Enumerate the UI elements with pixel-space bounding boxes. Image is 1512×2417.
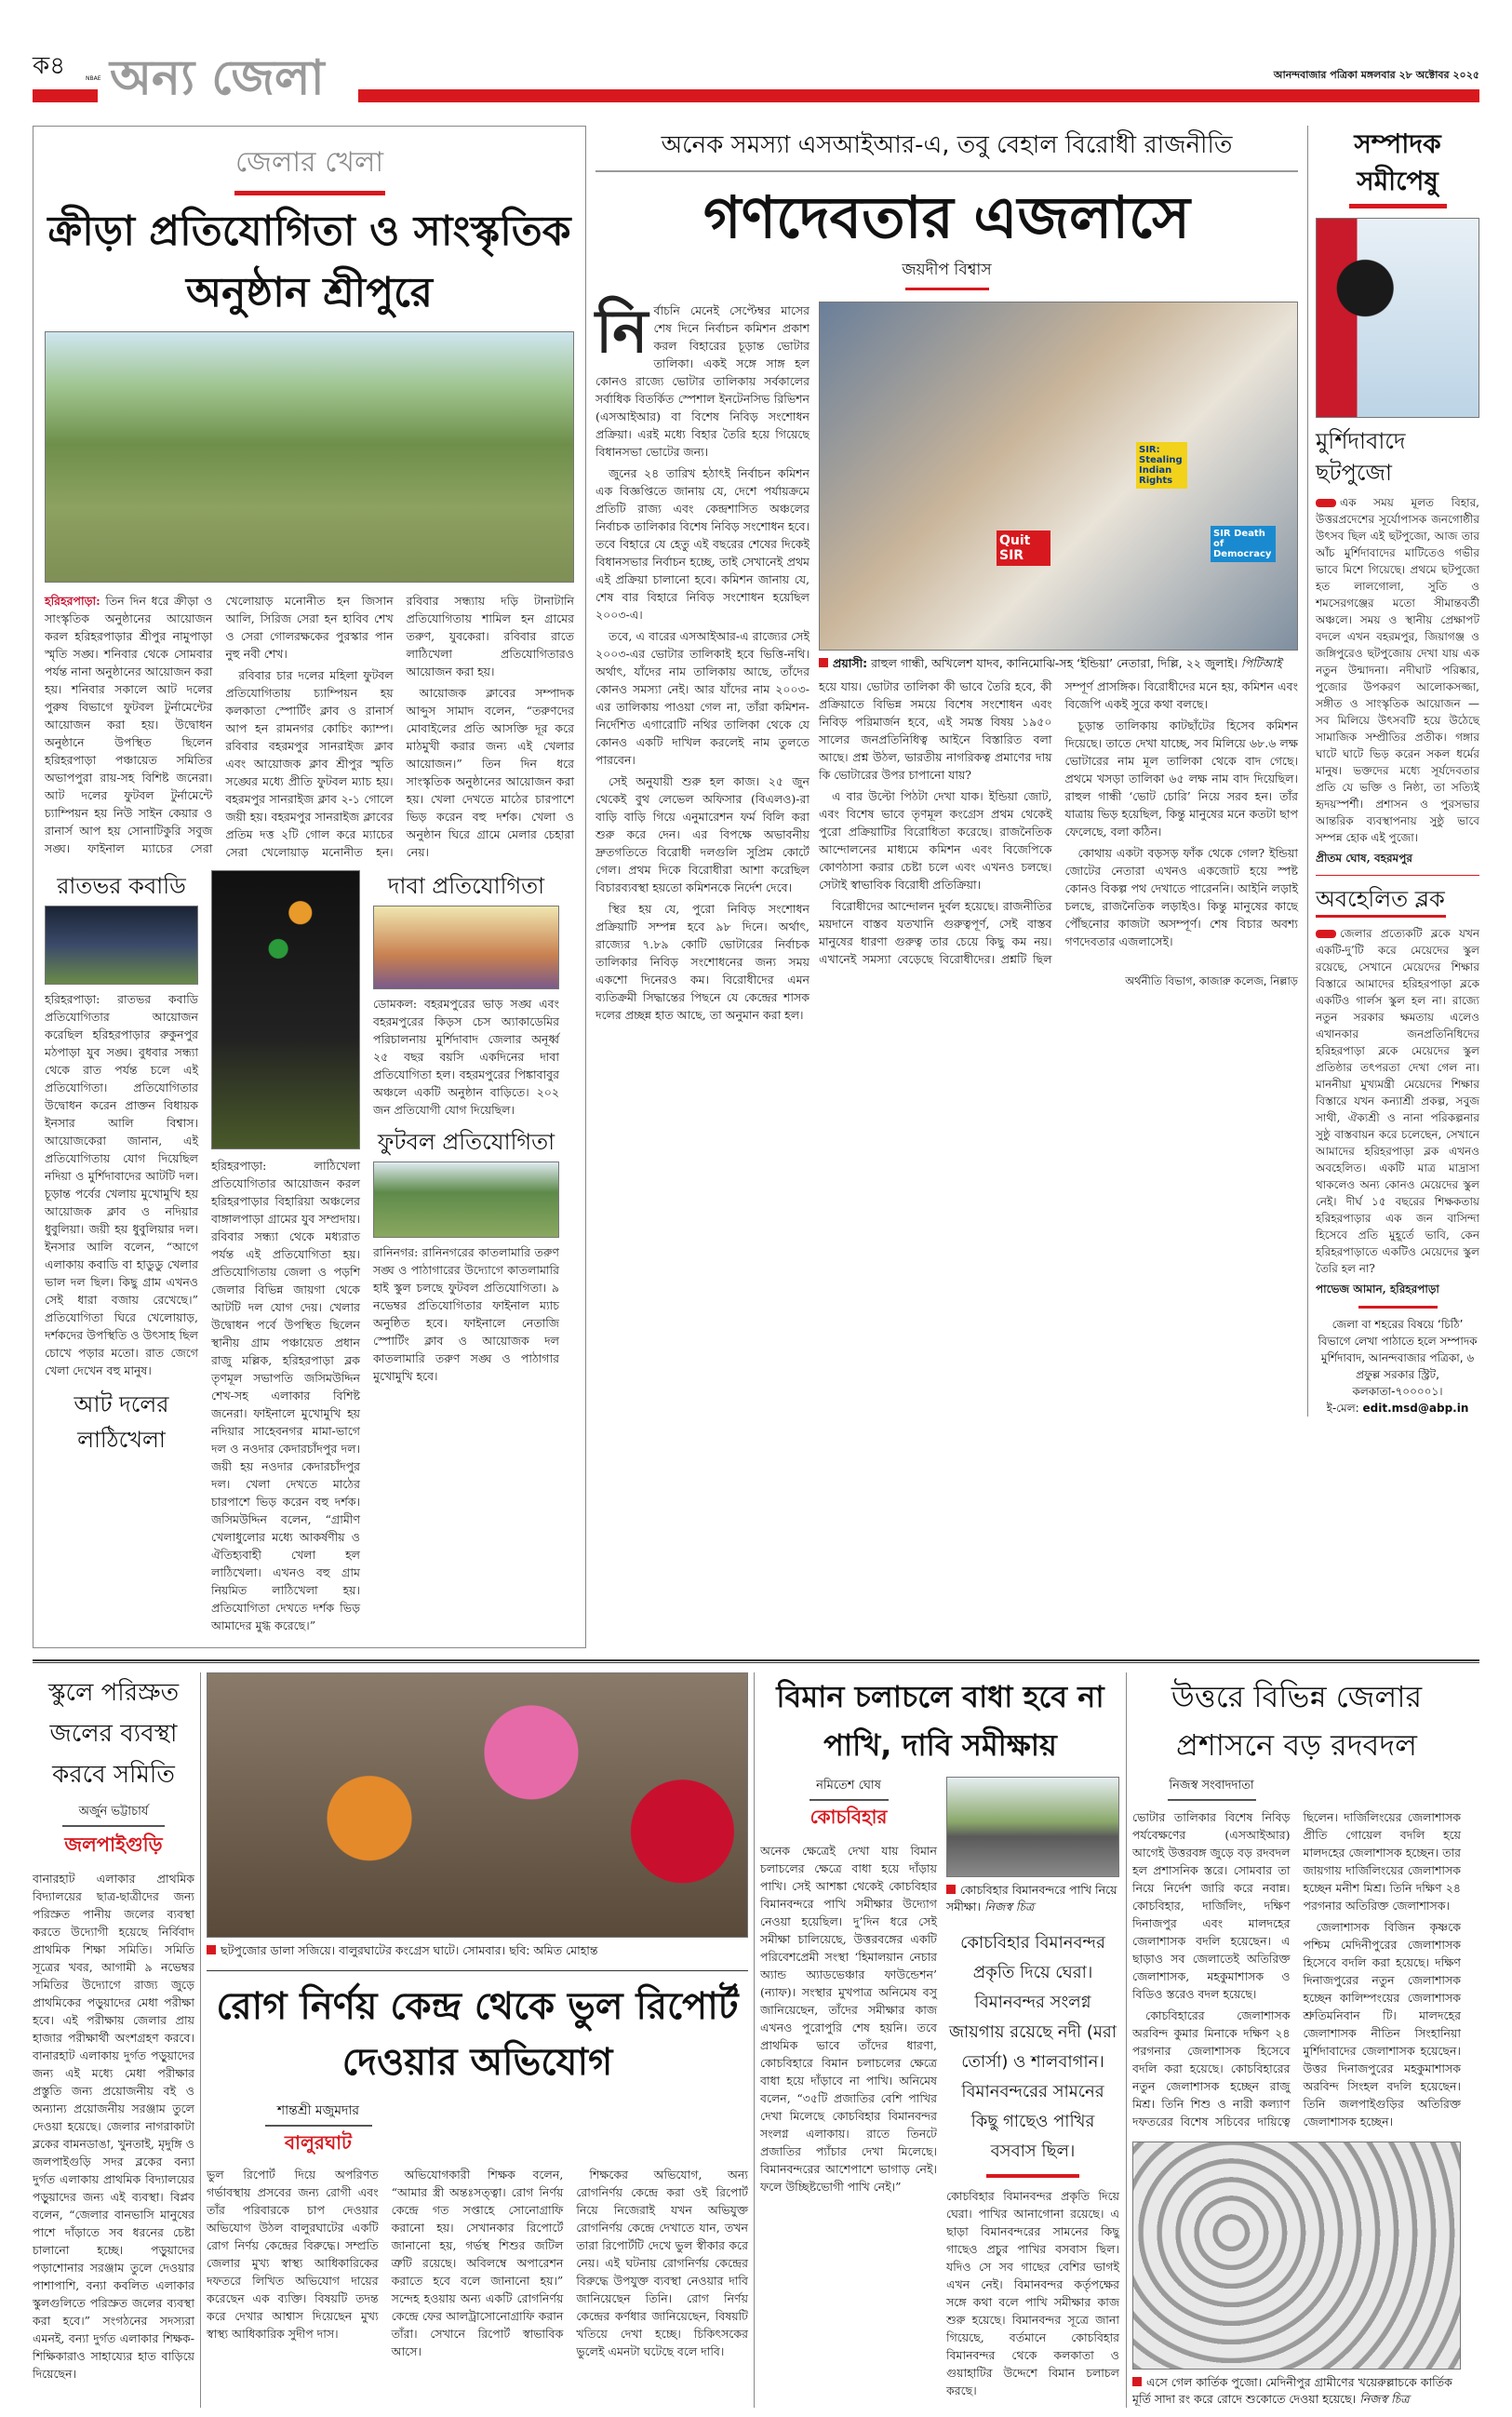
paragraph: অভিযোগকারী শিক্ষক বলেন, “আমার স্ত্রী অন্তঃসত্ত্বা। রোগ নির্ণয় কেন্দ্রে গত সপ্তাহে সোনোগ্রাফি করানো হয়। সেখানকার রিপোর্টে জানানো হয়, গর্ভস্থ শিশুর জটিল ত্রুটি রয়েছে। অবিলম্বে অপারেশন করাতে হবে বলে জানানো হয়।” সন্দেহ হওয়ায় অন্য একটি রোগনির্ণয় কেন্দ্রে ফের আলট্রাসোনোগ্রাফি করান তাঁরা। সেখানে রিপোর্ট স্বাভাবিক আসে।: [391, 2168, 564, 2358]
water-headline: স্কুলে পরিস্রুত জলের ব্যবস্থা করবে সমিতি: [47, 1679, 180, 1789]
water-body: বানারহাট এলাকার প্রাথমিক বিদ্যালয়ের ছাত্র-ছাত্রীদের জন্য পরিস্রুত পানীয় জলের ব্যবস্থা করতে উদ্যোগী হয়েছে নির্বিবাদ প্রাথমিক শিক্ষা সমিতি। সমিতি সূত্রের খবর, আগামী ৯ নভেম্বর সমিতির উদ্যোগে রাজ্য জুড়ে প্রাথমিকের পড়ুয়াদের মেধা পরীক্ষা হবে। এই পরীক্ষায় জেলার প্রায় হাজার পরীক্ষার্থী অংশগ্রহণ করবে। বানারহাট এলাকায় দুর্গত পড়ুয়াদের জন্য এই মধ্যে মেধা পরীক্ষার প্রস্তুতি জন্য প্রয়োজনীয় বই ও অন্যান্য প্রয়োজনীয় সরঞ্জাম তুলে দেওয়া হয়েছে। জেলার নাগরাকাটা ব্লকের বামনডাঙা, খুনতাই, মৃদুঙ্গি ও জলপাইগুড়ি সদর ব্লকের বন্যা দুর্গত এলাকায় প্রাথমিক বিদ্যালয়ের পড়ুয়াদের জন্য এই ব্যবস্থা। বিপ্লব বলেন, “জেলার বানভাসি মানুষের পাশে দাঁড়াতে সব ধরনের চেষ্টা চালানো হচ্ছে। পড়ুয়াদের পড়াশোনার সরঞ্জাম তুলে দেওয়ার পাশাপাশি, বন্যা কবলিত এলাকার স্কুলগুলিতে পরিস্রুত জলের ব্যবস্থা করা হবে।” সংগঠনের সদস্যরা এমনই, বন্যা দুর্গত এলাকার শিক্ষক-শিক্ষিকারাও সাহায্যের হাত বাড়িয়ে দিয়েছেন।: [33, 1872, 194, 2381]
letter1-body: [1316, 494, 1479, 846]
birds-left-column: [760, 1777, 937, 2195]
admin-story: [1126, 1672, 1461, 2408]
letter-text: এক সময় মূলত বিহার, উত্তরপ্রদেশের সূর্যোপাসক জনগোষ্ঠীর উৎসব ছিল এই ছটপুজো, আজ তার আঁচ মুর্শিদাবাদের মাটিতেও গভীর ভাবে মিশে গিয়েছে। প্রথমে ছটপুজো হত লালগোলা, সুতি ও শমসেরগঞ্জের মতো সীমান্তবর্তী অঞ্চলে। সময় ও স্থানীয় প্রেক্ষাপট বদলে এখন বহরমপুর, জিয়াগঞ্জ ও জঙ্গিপুরেও ছটপুজোয় দেখা যায় এক নতুন উন্মাদনা। নদীঘাট পরিষ্কার, পুজোর উপকরণ আলোকসজ্জা, সঙ্গীত ও সাংস্কৃতিক আয়োজন — সব মিলিয়ে উৎসবটি হয়ে উঠেছে সামাজিক সম্প্রীতির প্রতীক। গঙ্গার ঘাটে ঘাটে ভিড় করেন সকল ধর্মের মানুষ। ভক্তদের মধ্যে সূর্যদেবতার প্রতি যে ভক্তি ও নিষ্ঠা, তা সত্যিই হৃদয়স্পর্শী। প্রশাসন ও পুরসভার আন্তরিক ব্যবস্থাপনায় সুষ্ঠু ভাবে সম্পন্ন হোক এই পুজো।: [1316, 496, 1479, 844]
dateline: আনন্দবাজার পত্রিকা মঙ্গলবার ২৮ অক্টোবর ২০২৫: [1273, 69, 1479, 81]
paragraph: চূড়ান্ত তালিকায় কাটছাঁটের হিসেব কমিশন দিয়েছে। তাতে দেখা যাচ্ছে, সব মিলিয়ে ৬৮.৬ লক্ষ ভোটারের নাম মূল তালিকা থেকে বাদ গেছে। প্রথমে খসড়া তালিকা ৬৫ লক্ষ নাম বাদ দিয়েছিল। রাহুল গান্ধী ‘ভোট চোরি’ নিয়ে সরব হন। তাঁর যাত্রায় ভিড় হয়েছিল, কিন্তু মানুষের মনে কতটা ছাপ ফেলেছে, বলা কঠিন।: [1064, 718, 1298, 839]
kabaddi-title: রাতভর কবাডি: [57, 873, 186, 899]
paragraph: শিক্ষকের অভিযোগ, অন্য রোগনির্ণয় কেন্দ্রে করা ওই রিপোর্ট নিয়ে নিজেরাই যখন অভিযুক্ত রোগনির্ণয় কেন্দ্রে দেখাতে যান, তখন তারা রিপোর্টটি দেখে ভুল স্বীকার করে নেয়। এই ঘটনায় রোগনির্ণয় কেন্দ্রের বিরুদ্ধে উপযুক্ত ব্যবস্থা নেওয়ার দাবি জানিয়েছেন তিনি। রোগ নির্ণয় কেন্দ্রের কর্ণধার জানিয়েছেন, বিষয়টি খতিয়ে দেখা হচ্ছে। চিকিৎসকের ভুলেই এমনটা ঘটেছে বলে দাবি।: [576, 2168, 748, 2358]
main-body-right: [819, 678, 1298, 968]
arrow-bullet-icon: [1316, 499, 1336, 507]
diagnosis-byline-block: [234, 2100, 402, 2160]
caption-text: এসে গেল কার্তিক পুজো। মেদিনীপুর গ্রামীণের খয়েরুল্লাচকে কার্তিক মূর্তি সাদা রং করে রোদে শুকোতে দেওয়া হয়েছে।: [1132, 2375, 1452, 2406]
section-title: অন্য জেলা: [110, 50, 325, 106]
kicker-underline: [234, 191, 385, 195]
lathi-title: আট দলের লাঠিখেলা: [74, 1391, 169, 1453]
letters-submission-notice: [1316, 1316, 1479, 1417]
notice-text: জেলা বা শহরের বিষয়ে ‘চিঠি’ বিভাগে লেখা পাঠাতে হলে সম্পাদক মুর্শিদাবাদ, আনন্দবাজার পত্রিকা, ৬ প্রফুল্ল সরকার স্ট্রিট, কলকাতা-৭০০০০১।: [1318, 1318, 1478, 1398]
football-match-photo: [45, 331, 574, 583]
chhath-devotee-photo: [1316, 218, 1479, 418]
letters-title: সম্পাদক সমীপেষু: [1354, 128, 1441, 196]
paragraph: কোথায় একটা বড়সড় ফাঁক থেকে গেল? ইন্ডিয়া জোটের নেতারা এখনও একজোট হয়ে স্পষ্ট কোনও বিকল্প পথ দেখাতে পারেননি। আইনি লড়াই চলছে, রাজনৈতিক লড়াইও। কিন্তু মানুষের কাছে পৌঁছনোর কাজটা অসম্পূর্ণ। শেষ বিচার অবশ্য গণদেবতার এজলাসেই।: [1064, 846, 1298, 948]
birds-headline: বিমান চলাচলে বাধা হবে না পাখি, দাবি সমীক্ষায়: [776, 1679, 1104, 1763]
paragraph: জেলাশাসক বিজিন কৃষ্ণকে পশ্চিম মেদিনীপুরের জেলাশাসক হিসেবে বদলি করা হয়েছে। দক্ষিণ দিনাজপুরের নতুন জেলাশাসক হচ্ছেন কালিম্পংয়ের জেলাশাসক শ্রুতিমনিবান টি। মালদহের জেলাশাসক নীতিন সিংহানিয়া মুর্শিদাবাদের জেলাশাসক হয়েছেন। উত্তর দিনাজপুরের মহকুমাশাসক অরবিন্দ সিংহল বদলি হয়েছেন। তিনি জলপাইগুড়ির অতিরিক্ত জেলাশাসক হচ্ছেন।: [1303, 1920, 1461, 2128]
rule: [207, 1970, 748, 1971]
page-number: ক৪: [33, 52, 66, 80]
masthead: [33, 42, 1479, 126]
district-sports-box: [33, 126, 586, 1648]
paragraph: আয়োজক ক্লাবের সম্পাদক আব্দুস সামাদ বলেন, “তরুণদের মোবাইলের প্রতি আসক্তি দূর করে মাঠমুখী করার জন্য এই খেলার আয়োজন।” তিন দিন ধরে সাংস্কৃতিক অনুষ্ঠানের আয়োজন করা হয়। খেলা দেখতে মাঠের চারপাশে ভিড় করেন বহু দর্শক। খেলা ও অনুষ্ঠান ঘিরে গ্রামে মেলার চেহারা নেয়।: [406, 686, 574, 859]
red-rule-left: [33, 89, 98, 102]
main-right-column: [819, 302, 1298, 991]
paragraph: জুনের ২৪ তারিখ হঠাৎই নির্বাচন কমিশন এক বিজ্ঞপ্তিতে জানায় যে, দেশে পর্যায়ক্রমে প্রতিটি রাজ্য এবং কেন্দ্রশাসিত অঞ্চলের নির্বাচক তালিকার বিশেষ নিবিড় সংশোধন হবে। তবে বিহারে যে হেতু এই বছরের শেষের দিকেই বিধানসভার নির্বাচন হচ্ছে, তাই সেখানেই প্রথম এই প্রক্রিয়া চালানো হবে। কমিশন জানায় যে, শেষ বার বিহারে নিবিড় সংশোধন হয়েছিল ২০০৩-এ।: [595, 466, 810, 622]
paragraph: র্বাচনি মেনেই সেপ্টেম্বর মাসের শেষ দিনে নির্বাচন কমিশন প্রকাশ করল বিহারের চূড়ান্ত ভোটার তালিকা। একই সঙ্গে সাঙ্গ হল কোনও রাজ্যে ভোটার তালিকায় সর্বকালের সর্বাধিক বিতর্কিত স্পেশাল ইনটেনসিভ রিভিশন (এসআইআর) বা বিশেষ নিবিড় সংশোধন প্রক্রিয়া। এরই মধ্যে বিহার তৈরি হয়ে গিয়েছে বিধানসভা ভোটের জন্য।: [595, 303, 810, 459]
divider: [1358, 1306, 1438, 1309]
paragraph: বিরোধীদের আন্দোলন দুর্বল হয়েছে। রাজনীতির ময়দানে বাস্তব যতখানি গুরুত্বপূর্ণ, সেই বাস্তব মানুষের ধারণা গুরুত্ব তার চেয়ে কিছু কম নয়। এখানেই সমস্যা বেড়েছে বিরোধীদের। প্রশ্নটি ছিল সম্পূর্ণ প্রাসঙ্গিক। বিরোধীদের মনে হয়, কমিশন এবং বিজেপি একই সুরে কথা বলছে।: [819, 679, 1298, 966]
caption-credit: পিটিআই: [1240, 656, 1282, 670]
chess-title: দাবা প্রতিযোগিতা: [387, 873, 545, 899]
birds-byline-block: [760, 1777, 937, 1834]
main-body-left: [595, 298, 810, 1027]
letter1-title: মুর্শিদাবাদে ছটপুজো: [1316, 428, 1406, 486]
birds-body-right: কোচবিহার বিমানবন্দর প্রকৃতি দিয়ে ঘেরা। পাখির আনাগোনা রয়েছে। এ ছাড়া বিমানবন্দরের সামনের কিছু গাছেও প্রচুর পাখির বসবাস ছিল। যদিও সে সব গাছের বেশির ভাগই এখন নেই। বিমানবন্দর কর্তৃপক্ষের সঙ্গে কথা বলে পাখি সমীক্ষার কাজ শুরু হয়েছে। বিমানবন্দর সূত্রে জানা গিয়েছে, বর্তমানে কোচবিহার বিমানবন্দর থেকে কলকাতা ও গুয়াহাটির উদ্দেশে বিমান চলাচল করছে।: [946, 2189, 1119, 2397]
admin-byline-block: [1132, 1777, 1291, 1801]
letter2-body: [1316, 925, 1479, 1277]
water-place: জলপাইগুড়ি: [64, 1833, 163, 1856]
birds-photo-caption: [946, 1882, 1119, 1915]
main-story: [595, 126, 1298, 1027]
letter2-title: অবহেলিত ব্লক: [1316, 886, 1445, 912]
paragraph: তিন দিন ধরে ক্রীড়া ও সাংস্কৃতিক অনুষ্ঠানের আয়োজন করল হরিহরপাড়ার শ্রীপুর নামুপাড়া স্মৃতি সঙ্ঘ। শনিবার থেকে সোমবার পর্যন্ত নানা অনুষ্ঠানের আয়োজন করা হয়। শনিবার সকালে আট দলের পুরুষ বিভাগে ফুটবল টুর্নামেন্টের আয়োজন করা হয়। উদ্বোধন অনুষ্ঠানে উপস্থিত ছিলেন হরিহরপাড়া পঞ্চায়েত সমিতির অভাপপুরা রায়-সহ বিশিষ্ট জনেরা। আট দলের ফুটবল টুর্নামেন্টে চ্যাম্পিয়ন হয় নিউ সাইন কেয়ার ও রানার্স আপ হয় সোনাটিকুরি সবুজ সঙ্ঘ। ফাইনাল ম্যাচের সেরা খেলোয়াড় মনোনীত হন জিসান আলি, সিরিজ সেরা হন হাবিব শেখ ও সেরা গোলরক্ষকের পুরস্কার পান নুহু নবী শেখ।: [45, 594, 394, 855]
birds-place: কোচবিহার: [810, 1806, 888, 1828]
main-kicker: অনেক সমস্যা এসআইআর-এ, তবু বেহাল বিরোধী রাজনীতি: [595, 126, 1298, 172]
dateline-label: হরিহরপাড়া:: [45, 594, 100, 608]
airport-runway-photo: [946, 1777, 1119, 1877]
placard: SIR Death of Democracy: [1211, 526, 1276, 562]
email-label: ই-মেল:: [1326, 1402, 1359, 1415]
bottom-section: [33, 1672, 1479, 2408]
byline-rule: [810, 1799, 889, 1801]
admin-byline: নিজস্ব সংবাদদাতা: [1169, 1779, 1254, 1793]
arrow-bullet-icon: [1316, 930, 1336, 938]
sports-article-body: [45, 592, 574, 861]
paragraph: কোচবিহারের জেলাশাসক অরবিন্দ কুমার মিনাকে দক্ষিণ ২৪ পরগনার জেলাশাসক হিসেবে বদলি করা হয়েছে। কোচবিহারের নতুন জেলাশাসক হচ্ছেন রাজু মিশ্র। তিনি শিশু ও নারী কল্যাণ দফতরের বিশেষ সচিবের দায়িত্বে ছিলেন। দার্জিলিংয়ের জেলাশাসক প্রীতি গোয়েল বদলি হয়ে মালদহের জেলাশাসক হচ্ছেন। তার জায়গায় দার্জিলিংয়ের জেলাশাসক হচ্ছেন মনীশ মিশ্র। তিনি দক্ষিণ ২৪ পরগনার অতিরিক্ত জেলাশাসক।: [1132, 1810, 1461, 2128]
india-bloc-protest-photo: [819, 302, 1298, 651]
caption-text: রাহুল গান্ধী, অখিলেশ যাদব, কানিমোঝি-সহ ‘ইন্ডিয়া’ নেতারা, দিল্লি, ২২ জুলাই।: [871, 656, 1238, 670]
boxing-ring-photo: [211, 870, 360, 1149]
caption-bullet: [819, 658, 828, 667]
caption-credit: নিজস্ব চিত্র: [1359, 2392, 1410, 2406]
placard: Quit SIR: [997, 530, 1050, 566]
paragraph: ভুল রিপোর্ট দিয়ে অপরিণত গর্ভাবস্থায় প্রসবের জন্য রোগী এবং তাঁর পরিবারকে চাপ দেওয়ার অভিযোগ উঠল বালুরঘাটের একটি রোগ নির্ণয় কেন্দ্রের বিরুদ্ধে। সম্প্রতি জেলার মুখ্য স্বাস্থ্য আধিকারিকের দফতরে লিখিত অভিযোগ দায়ের করেছেন এক ব্যক্তি। বিষয়টি তদন্ত করে দেখার আশ্বাস দিয়েছেন মুখ্য স্বাস্থ্য আধিকারিক সুদীপ দাস।: [207, 2168, 379, 2341]
byline-rule: [62, 1825, 165, 1827]
letter2-signature: পাভেজ আমান, হরিহরপাড়া: [1316, 1282, 1439, 1296]
caption-credit: ছবি: অমিত মোহান্ত: [509, 1943, 598, 1957]
caption-text: ছটপুজোর ডালা সজিয়ে। বালুরঘাটের কংগ্রেস ঘাটে। সোমবার।: [221, 1943, 506, 1957]
main-photo-caption: [819, 655, 1298, 672]
byline-underline: [905, 288, 989, 290]
pullquote-rule: [986, 2174, 1079, 2178]
byline-rule: [1168, 1799, 1256, 1801]
caption-bullet: [207, 1945, 216, 1954]
birds-pullquote: কোচবিহার বিমানবন্দর প্রকৃতি দিয়ে ঘেরা। বিমানবন্দর সংলগ্ন জায়গায় রয়েছে নদী (মরা তোর্সা) ও শালবাগান। বিমানবন্দরের সামনের কিছু গাছেও পাখির বসবাস ছিল।: [948, 1933, 1117, 2161]
paragraph: ভোটার তালিকার বিশেষ নিবিড় পর্যবেক্ষণের (এসআইআর) আগেই উত্তরবঙ্গ জুড়ে বড় রদবদল হল প্রশাসনিক স্তরে। সোমবার তা নিয়ে নির্দেশ জারি করে নবান্ন। কোচবিহার, দার্জিলিং, দক্ষিণ দিনাজপুর এবং মালদহের জেলাশাসক বদলি হয়েছেন। এ ছাড়াও সব জেলাতেই অতিরিক্ত জেলাশাসক, মহকুমাশাসক ও বিডিও স্তরেও বদল হয়েছে।: [1132, 1810, 1291, 2001]
admin-photo-caption: [1132, 2374, 1461, 2408]
birds-body-left: অনেক ক্ষেত্রেই দেখা যায় বিমান চলাচলের ক্ষেত্রে বাধা হয়ে দাঁড়ায় পাখি। সেই আশঙ্কা থেকেই কোচবিহার বিমানবন্দরে পাখি সমীক্ষার উদ্যোগ নেওয়া হয়েছিল। দু’দিন ধরে সেই সমীক্ষা চালিয়েছে, উত্তরবঙ্গের একটি পরিবেশপ্রেমী সংস্থা ‘হিমালয়ান নেচার অ্যান্ড অ্যাডভেঞ্চার ফাউন্ডেশন’ (ন্যাফ)। সংস্থার মুখপাত্র অনিমেষ বসু জানিয়েছেন, তাঁদের সমীক্ষার কাজ এখনও পুরোপুরি শেষ হয়নি। তবে প্রাথমিক ভাবে তাঁদের ধারণা, কোচবিহারে বিমান চলাচলের ক্ষেত্রে বাধা হয়ে দাঁড়াবে না পাখি। অনিমেষ বলেন, “৩৫টি প্রজাতির বেশি পাখির দেখা মিলেছে কোচবিহার বিমানবন্দর সংলগ্ন এলাকায়। রাতে তিনটে প্রজাতির প্যাঁচার দেখা মিলেছে। বিমানবন্দরের আশেপাশে ভাগাড় নেই। ফলে উচ্ছিষ্টভোগী পাখি নেই।”: [760, 1844, 937, 2194]
drop-cap: নি: [595, 298, 649, 367]
birds-right-column: [946, 1777, 1119, 2399]
letter-text: জেলার প্রত্যেকটি ব্লকে যখন একটি-দু’টি করে মেয়েদের স্কুল রয়েছে, সেখানে মেয়েদের শিক্ষার বিস্তারে আমাদের হরিহরপাড়া ব্লকে একটিও গার্লস স্কুল হল না। রাজ্যে নতুন সরকার ক্ষমতায় এলেও এখানকার জনপ্রতিনিধিদের হরিহরপাড়া ব্লকে মেয়েদের স্কুল প্রতিষ্ঠার তৎপরতা দেখা গেল না। মাননীয়া মুখ্যমন্ত্রী মেয়েদের শিক্ষার বিস্তারে যখন কন্যাশ্রী প্রকল্প, সবুজ সাথী, ঐক্যশ্রী ও নানা পরিকল্পনার সুষ্ঠু বাস্তবায়ন করে চলেছেন, সেখানে আমাদের হরিহরপাড়া ব্লক এখনও অবহেলিত। একটি মাত্র মাদ্রাসা থাকলেও অন্য কোনও মেয়েদের স্কুল নেই। দীর্ঘ ১৫ বছরের শিক্ষকতায় হরিহরপাড়ার এক জন বাসিন্দা হিসেবে প্রতি মুহূর্তে ভাবি, কেন হরিহরপাড়াতে একটিও মেয়েদের স্কুল তৈরি হল না?: [1316, 927, 1479, 1275]
chess-body: ডোমকল: বহরমপুরের ভাড় সঙ্ঘ এবং বহরমপুরের কিড়স চেস অ্যাকাডেমির পরিচালনায় মুর্শিদাবাদ জেলার অনূর্ধ্ব ২৫ বছর বয়সি একদিনের দাবা প্রতিযোগিতা হল। বহরমপুরের পিঙ্কাবাবুর অঞ্চলে একটি অনুষ্ঠান বাড়িতে। ২০২ জন প্রতিযোগী যোগ দিয়েছিল।: [373, 997, 559, 1117]
email-link[interactable]: edit.msd@abp.in: [1362, 1402, 1469, 1415]
red-rule-right: [358, 89, 1479, 102]
main-byline: জয়দীপ বিশ্বাস: [902, 261, 992, 279]
football-photo: [373, 1162, 559, 1238]
kabaddi-body: হরিহরপাড়া: রাতভর কবাডি প্রতিযোগিতার আয়োজন করেছিল হরিহরপাড়ার রুকুনপুর মঠপাড়া যুব সঙ্ঘ। বুধবার সন্ধ্যা থেকে রাত পর্যন্ত চলে এই প্রতিযোগিতা। প্রতিযোগিতার উদ্বোধন করেন প্রাক্তন বিধায়ক ইনসার আলি বিশ্বাস। আয়োজকেরা জানান, এই প্রতিযোগিতায় যোগ দিয়েছিল নদিয়া ও মুর্শিদাবাদের আটটি দল। চূড়ান্ত পর্বের খেলায় মুখোমুখি হয় আয়োজক ক্লাব ও নদিয়ার ধুবুলিয়া। জয়ী হয় ধুবুলিয়ার দল। ইনসার আলি বলেন, “আগে এলাকায় কবাডি বা হাডুডু খেলার ভাল দল ছিল। কিছু গ্রাম এখনও সেই ধারা বজায় রেখেছে।” প্রতিযোগিতা ঘিরে খেলোয়াড়, দর্শকদের উপস্থিতি ও উৎসাহ ছিল চোখে পড়ার মতো। রাত জেগে খেলা দেখেন বহু মানুষ।: [45, 992, 198, 1377]
birds-story: [754, 1672, 1126, 2408]
sports-headline: ক্রীড়া প্রতিযোগিতা ও সাংস্কৃতিক অনুষ্ঠান শ্রীপুরে: [47, 208, 571, 316]
diagnosis-place: বালুরঘাট: [285, 2131, 352, 2154]
kabaddi-photo: [45, 906, 198, 985]
chhath-caption: [207, 1942, 748, 1959]
main-headline: গণদেবতার এজলাসে: [703, 183, 1190, 251]
divider: [1316, 875, 1479, 876]
main-story-grid: [595, 298, 1298, 1027]
paragraph: এ বার উল্টো পিঠটা দেখা যাক। ইন্ডিয়া জোট, এবং বিশেষ ভাবে তৃণমূল কংগ্রেস প্রথম থেকেই পুরো প্রক্রিয়াটির বিরোধিতা করেছে। রাজনৈতিক আন্দোলনের মাধ্যমে কমিশন এবং বিজেপিকে কোণঠাসা করার চেষ্টা চলে এবং এখনও চলছে। সেটাই স্বাভাবিক বিরোধী প্রতিক্রিয়া।: [819, 789, 1052, 892]
birds-byline: নমিতেশ ঘোষ: [816, 1779, 881, 1793]
diagnosis-body: [207, 2166, 748, 2360]
letter1-signature: প্রীতম ঘোষ, বহরমপুর: [1316, 852, 1412, 865]
sports-kicker: জেলার খেলা: [234, 146, 384, 179]
top-section: [33, 126, 1479, 1648]
middle-column: [200, 1672, 754, 2408]
water-byline: অর্জুন ভট্টাচার্য: [78, 1805, 149, 1819]
brief-column-3: [373, 870, 559, 1385]
section-separator: [33, 1659, 1479, 1663]
sports-briefs: [45, 870, 574, 1634]
chhath-puja-photo: [207, 1672, 748, 1938]
caption-bullet: [946, 1885, 956, 1894]
admin-headline: উত্তরে বিভিন্ন জেলার প্রশাসনে বড় রদবদল: [1171, 1679, 1423, 1763]
newspaper-page: [0, 42, 1512, 2417]
admin-body: [1132, 1808, 1461, 2132]
paragraph: সেই অনুযায়ী শুরু হল কাজ। ২৫ জুন থেকেই বুথ লেভেল অফিসার (বিএলও)-রা বাড়ি বাড়ি গিয়ে এনুমারেশন ফর্ম বিলি করা শুরু করে দেন। এর বিপক্ষে অভাবনীয় দ্রুতগতিতে বিরোধী দলগুলি সুপ্রিম কোর্টে গেল। প্রথম দিকে বিরোধীরা আশা করেছিল বিচারব্যবস্থা হয়তো কমিশনকে নির্দেশ দেবে।: [595, 774, 810, 894]
paragraph: হয়ে যায়। ভোটার তালিকা কী ভাবে তৈরি হবে, কী প্রক্রিয়াতে বিভিন্ন সময়ে বিশেষ সংশোধন এবং নিবিড় পরিমার্জন হবে, এই সমস্ত বিষয় ১৯৫০ সালের জনপ্রতিনিধিত্ব আইনে বিস্তারিত বলা আছে। প্রশ্ন উঠল, ভারতীয় নাগরিকত্ব প্রমাণের দায় কি ভোটারের উপর চাপানো যায়?: [819, 679, 1052, 782]
water-story: [33, 1672, 200, 2408]
caption-label: প্রয়াসী:: [833, 656, 868, 670]
diagnosis-headline: রোগ নির্ণয় কেন্দ্র থেকে ভুল রিপোর্ট দেওয়ার অভিযোগ: [216, 1985, 739, 2084]
chess-photo: [373, 906, 559, 989]
letter2-underline: [1316, 915, 1446, 918]
paragraph: স্থির হয় যে, পুরো নিবিড় সংশোধন প্রক্রিয়াটি সম্পন্ন হবে ৯৮ দিনে। অর্থাৎ, রাজ্যের ৭.৮৯ কোটি ভোটারের নির্বাচক তালিকার নিবিড় সংশোধনের জন্য সময় একশো দিনেরও কম। বিরোধীদের এমন ব্যতিক্রমী সিদ্ধান্তের পিছনে যে কেন্দ্রের শাসক দলের প্রচ্ছন্ন হাত আছে, তা অনুমান করা হল।: [595, 902, 810, 1022]
birds-grid: [760, 1777, 1120, 2399]
placard: SIR: Stealing Indian Rights: [1136, 442, 1187, 489]
byline-rule: [265, 2125, 372, 2127]
caption-credit: নিজস্ব চিত্র: [983, 1900, 1035, 1913]
paragraph: রবিবার চার দলের মহিলা ফুটবল প্রতিযোগিতায় চ্যাম্পিয়ন হয় কলকাতা স্পোর্টিং ক্লাব ও রানার্স আপ হন রামনগর কোচিং ক্যাম্প। রবিবার বহরমপুর সানরাইজ ক্লাব এবং আয়োজক ক্লাব শ্রীপুর স্মৃতি সঙ্ঘের মধ্যে প্রীতি ফুটবল ম্যাচ হয়। বহরমপুর সানরাইজ ক্লাব ২-১ গোলে জয়ী হয়। বহরমপুর সানরাইজ ক্লাবের প্রতিম দত্ত ২টি গোল করে ম্যাচের সেরা খেলোয়াড় মনোনীত হন। রবিবার সন্ধ্যায় দড়ি টানাটানি প্রতিযোগিতায় শামিল হন গ্রামের তরুণ, যুবকেরা। রবিবার রাতে লাঠিখেলা প্রতিযোগিতারও আয়োজন করা হয়।: [225, 594, 574, 859]
brief-column-2: [211, 870, 360, 1634]
brief-column-1: [45, 870, 198, 1457]
author-affiliation: অর্থনীতি বিভাগ, কাজারু কলেজ, নিল্লাড়: [1125, 974, 1298, 987]
football-body: রানিনগর: রানিনগরের কাতলামারি তরুণ সঙ্ঘ ও পাঠাগারের উদ্যোগে কাতলামারি হাই স্কুল চলছে ফুটবল প্রতিযোগিতা। ৯ নভেম্বর প্রতিযোগিতার ফাইনাল ম্যাচ অনুষ্ঠিত হবে। ফাইনালে নেতাজি স্পোর্টিং ক্লাব ও আয়োজক দল কাতলামারি তরুণ সঙ্ঘ ও পাঠাগার মুখোমুখি হবে।: [373, 1245, 559, 1383]
lathi-body: হরিহরপাড়া: লাঠিখেলা প্রতিযোগিতার আয়োজন করল হরিহরপাড়ার বিহারিয়া অঞ্চলের বাঙ্গালপাড়া গ্রামের যুব সম্প্রদায়। রবিবার সন্ধ্যা থেকে মধ্যরাত পর্যন্ত এই প্রতিযোগিতা হয়। প্রতিযোগিতায় জেলা ও পড়শি জেলার বিভিন্ন জায়গা থেকে আটটি দল যোগ দেয়। খেলার উদ্বোধন পর্বে উপস্থিত ছিলেন স্থানীয় গ্রাম পঞ্চায়েত প্রধান রাজু মল্লিক, হরিহরপাড়া ব্লক তৃণমূল সভাপতি জসিমউদ্দিন শেখ-সহ এলাকার বিশিষ্ট জনেরা। ফাইনালে মুখোমুখি হয় নদিয়ার সাহেবনগর মামা-ভাগে দল ও নওদার কেদারচাঁদপুর দল। জয়ী হয় নওদার কেদারচাঁদপুর দল। খেলা দেখতে মাঠের চারপাশে ভিড় করেন বহু দর্শক। জসিমউদ্দিন বলেন, “গ্রামীণ খেলাধুলোর মধ্যে আকর্ষণীয় ও ঐতিহ্যবাহী খেলা হল লাঠিখেলা। এখনও বহু গ্রাম নিয়মিত লাঠিখেলা হয়। প্রতিযোগিতা দেখতে দর্শক ভিড় আমাদের মুগ্ধ করেছে।”: [211, 1159, 360, 1632]
football-title: ফুটবল প্রতিযোগিতা: [377, 1129, 555, 1155]
caption-bullet: [1132, 2377, 1142, 2386]
small-tag: NBAE: [86, 75, 101, 82]
kartik-idols-photo: [1132, 2142, 1461, 2370]
letters-underline: [1349, 204, 1447, 208]
paragraph: তবে, এ বারের এসআইআর-এ রাজ্যের সেই ২০০৩-এর ভোটার তালিকাই হবে ভিত্তি-নথি। অর্থাৎ, যাঁদের নাম তালিকায় আছে, তাঁদের কোনও সমস্যা নেই। আর যাঁদের নাম ২০০৩-এর তালিকায় পাওয়া গেল না, তাঁরা কমিশন-নির্দেশিত এগারোটি নথির তালিকা থেকে যে কোনও একটি দাখিল করলেই নাম তুলতে পারবেন।: [595, 629, 810, 767]
letters-column: [1307, 126, 1479, 1417]
diagnosis-byline: শান্তশ্রী মজুমদার: [276, 2103, 360, 2118]
caption-text: কোচবিহার বিমানবন্দরে পাখি নিয়ে সমীক্ষা।: [946, 1883, 1117, 1913]
